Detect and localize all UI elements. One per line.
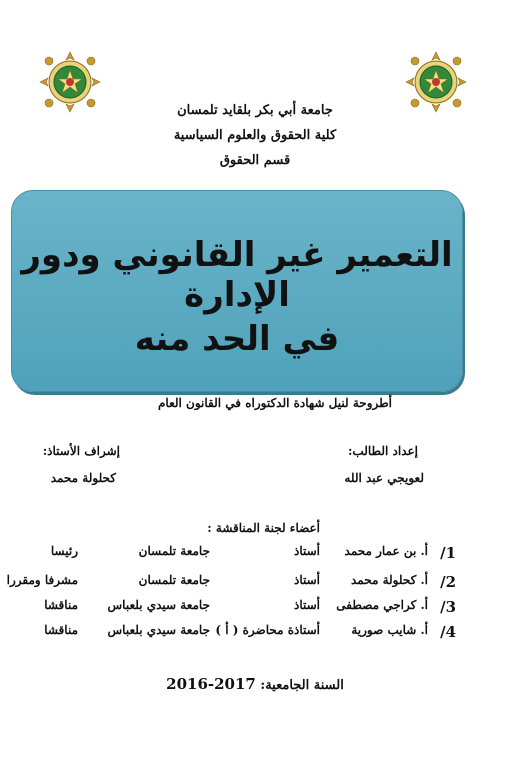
member-number: 2/	[440, 573, 456, 591]
faculty-name: كلية الحقوق والعلوم السياسية	[173, 128, 337, 143]
department-name: قسم الحقوق	[219, 153, 291, 168]
member-university: جامعة سيدي بلعباس	[107, 623, 210, 637]
committee-member-row	[6, 573, 456, 593]
supervisor-label: إشراف الأستاذ:	[42, 444, 120, 458]
supervisor-name: كحلولة محمد	[50, 471, 116, 485]
member-name: أ. شايب صورية	[351, 623, 428, 637]
member-name: أ. كراجي مصطفى	[336, 598, 428, 612]
university-emblem-right	[404, 50, 468, 114]
academic-year-label: السنة الجامعية:	[260, 678, 344, 693]
member-role: رئيسا	[50, 544, 78, 558]
member-number: 4/	[440, 623, 456, 641]
member-number: 1/	[440, 544, 456, 562]
title-box	[11, 190, 463, 392]
member-name: أ. كحلولة محمد	[351, 573, 428, 587]
member-university: جامعة سيدي بلعباس	[107, 598, 210, 612]
member-rank: أستاذة محاضرة ( أ )	[215, 623, 320, 637]
academic-year	[150, 675, 360, 693]
committee-member-row	[28, 598, 456, 618]
member-role: مناقشا	[44, 623, 78, 637]
member-rank: أستاذ	[293, 573, 320, 587]
member-role: مشرفا ومقررا	[6, 573, 78, 587]
member-university: جامعة تلمسان	[138, 573, 210, 587]
student-label: إعداد الطالب:	[347, 444, 418, 458]
member-role: مناقشا	[44, 598, 78, 612]
member-number: 3/	[440, 598, 456, 616]
committee-title: أعضاء لجنة المناقشة :	[207, 521, 320, 535]
university-name: جامعة أبي بكر بلقايد تلمسان	[177, 103, 333, 118]
thesis-title-line-2: في الحد منه	[134, 319, 340, 359]
member-university: جامعة تلمسان	[138, 544, 210, 558]
member-rank: أستاذ	[293, 598, 320, 612]
thesis-description: أطروحة لنيل شهادة الدكتوراه في القانون العام	[158, 396, 392, 410]
student-name: لعويجي عبد الله	[344, 471, 424, 485]
university-emblem-left	[38, 50, 102, 114]
thesis-title-line-1: التعمير غير القانوني ودور الإدارة	[21, 235, 453, 315]
member-rank: أستاذ	[293, 544, 320, 558]
member-name: أ. بن عمار محمد	[344, 544, 428, 558]
committee-member-row	[28, 544, 456, 564]
academic-year-value: 2016-2017	[166, 675, 256, 693]
committee-member-row	[28, 623, 456, 643]
